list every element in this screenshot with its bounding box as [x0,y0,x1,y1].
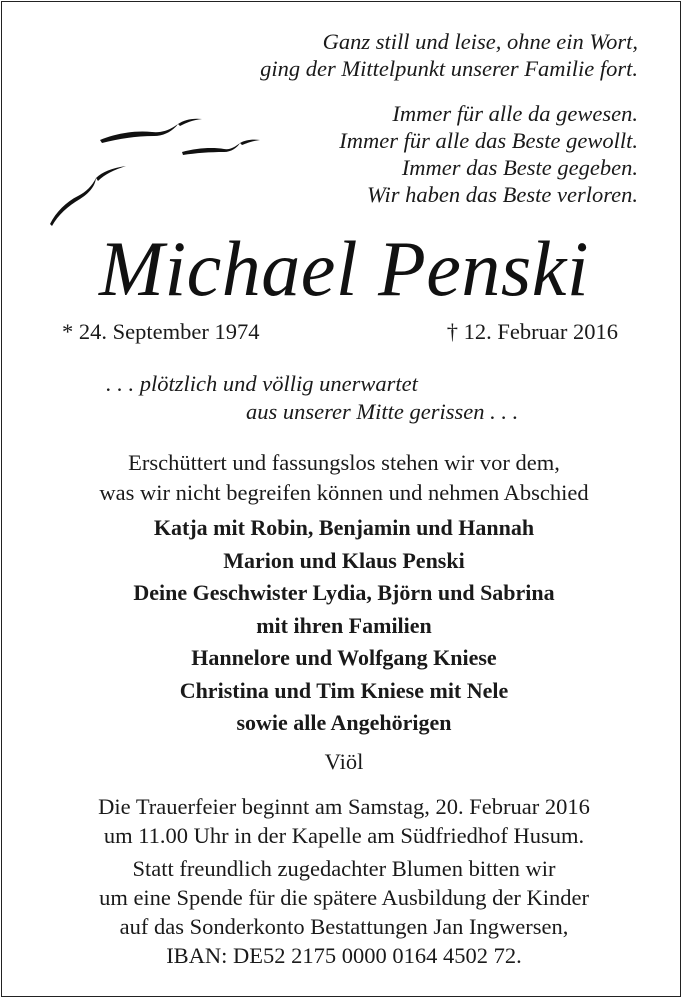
poem-bottom-line: Immer für alle da gewesen. [392,101,638,126]
mourners-list [2,512,684,740]
poem-top-line: Ganz still und leise, ohne ein Wort, [322,29,638,54]
intro-line: Erschüttert und fassungslos stehen wir vor dem, [128,450,560,475]
donation-line: Statt freundlich zugedachter Blumen bitten wir [132,856,556,881]
mourner-line: mit ihren Familien [256,612,432,638]
ceremony-info [2,792,684,850]
quote-line: . . . plötzlich und völlig unerwartet [106,371,418,396]
mourner-line: Hannelore und Wolfgang Kniese [191,645,497,670]
place-name: Viöl [324,749,364,774]
bird-icon [50,178,96,226]
bird-icon [178,119,202,126]
death-date: † 12. Februar 2016 [446,319,618,344]
deceased-name: Michael Penski [99,225,589,312]
poem-bottom-line: Wir haben das Beste verloren. [367,182,638,207]
bird-icon [96,166,126,181]
mourner-line: Katja mit Robin, Benjamin und Hannah [153,515,535,540]
ceremony-line: Die Trauerfeier beginnt am Samstag, 20. Februar 2016 [98,794,590,819]
mourner-line: Deine Geschwister Lydia, Björn und Sabrina [133,580,555,605]
ceremony-line: um 11.00 Uhr in der Kapelle am Südfriedhof Husum. [103,823,585,848]
donation-info [2,854,684,970]
poem-bottom-line: Immer für alle das Beste gewollt. [339,128,638,153]
poem-top [260,28,638,82]
birth-date: * 24. September 1974 [62,319,260,344]
donation-line: auf das Sonderkonto Bestattungen Jan Ingwersen, [119,914,569,939]
bird-icon [100,124,178,143]
bird-icon [182,143,240,155]
intro-text [2,448,684,508]
intro-line: was wir nicht begreifen können und nehmen Abschied [99,480,589,505]
bird-icon [240,140,260,145]
poem-bottom [339,100,638,208]
quote-line: aus unserer Mitte gerissen . . . [246,399,519,424]
donation-line: IBAN: DE52 2175 0000 0164 4502 72. [166,943,522,968]
mourner-line: sowie alle Angehörigen [236,710,452,735]
mourner-line: Christina und Tim Kniese mit Nele [179,677,509,703]
mourner-line: Marion und Klaus Penski [223,547,465,573]
poem-top-line: ging der Mittelpunkt unserer Familie fort. [260,56,638,81]
poem-bottom-line: Immer das Beste gegeben. [401,155,638,180]
donation-line: um eine Spende für die spätere Ausbildung der Kinder [99,885,589,910]
obituary-frame [1,1,681,997]
flying-birds-icon [42,112,272,232]
